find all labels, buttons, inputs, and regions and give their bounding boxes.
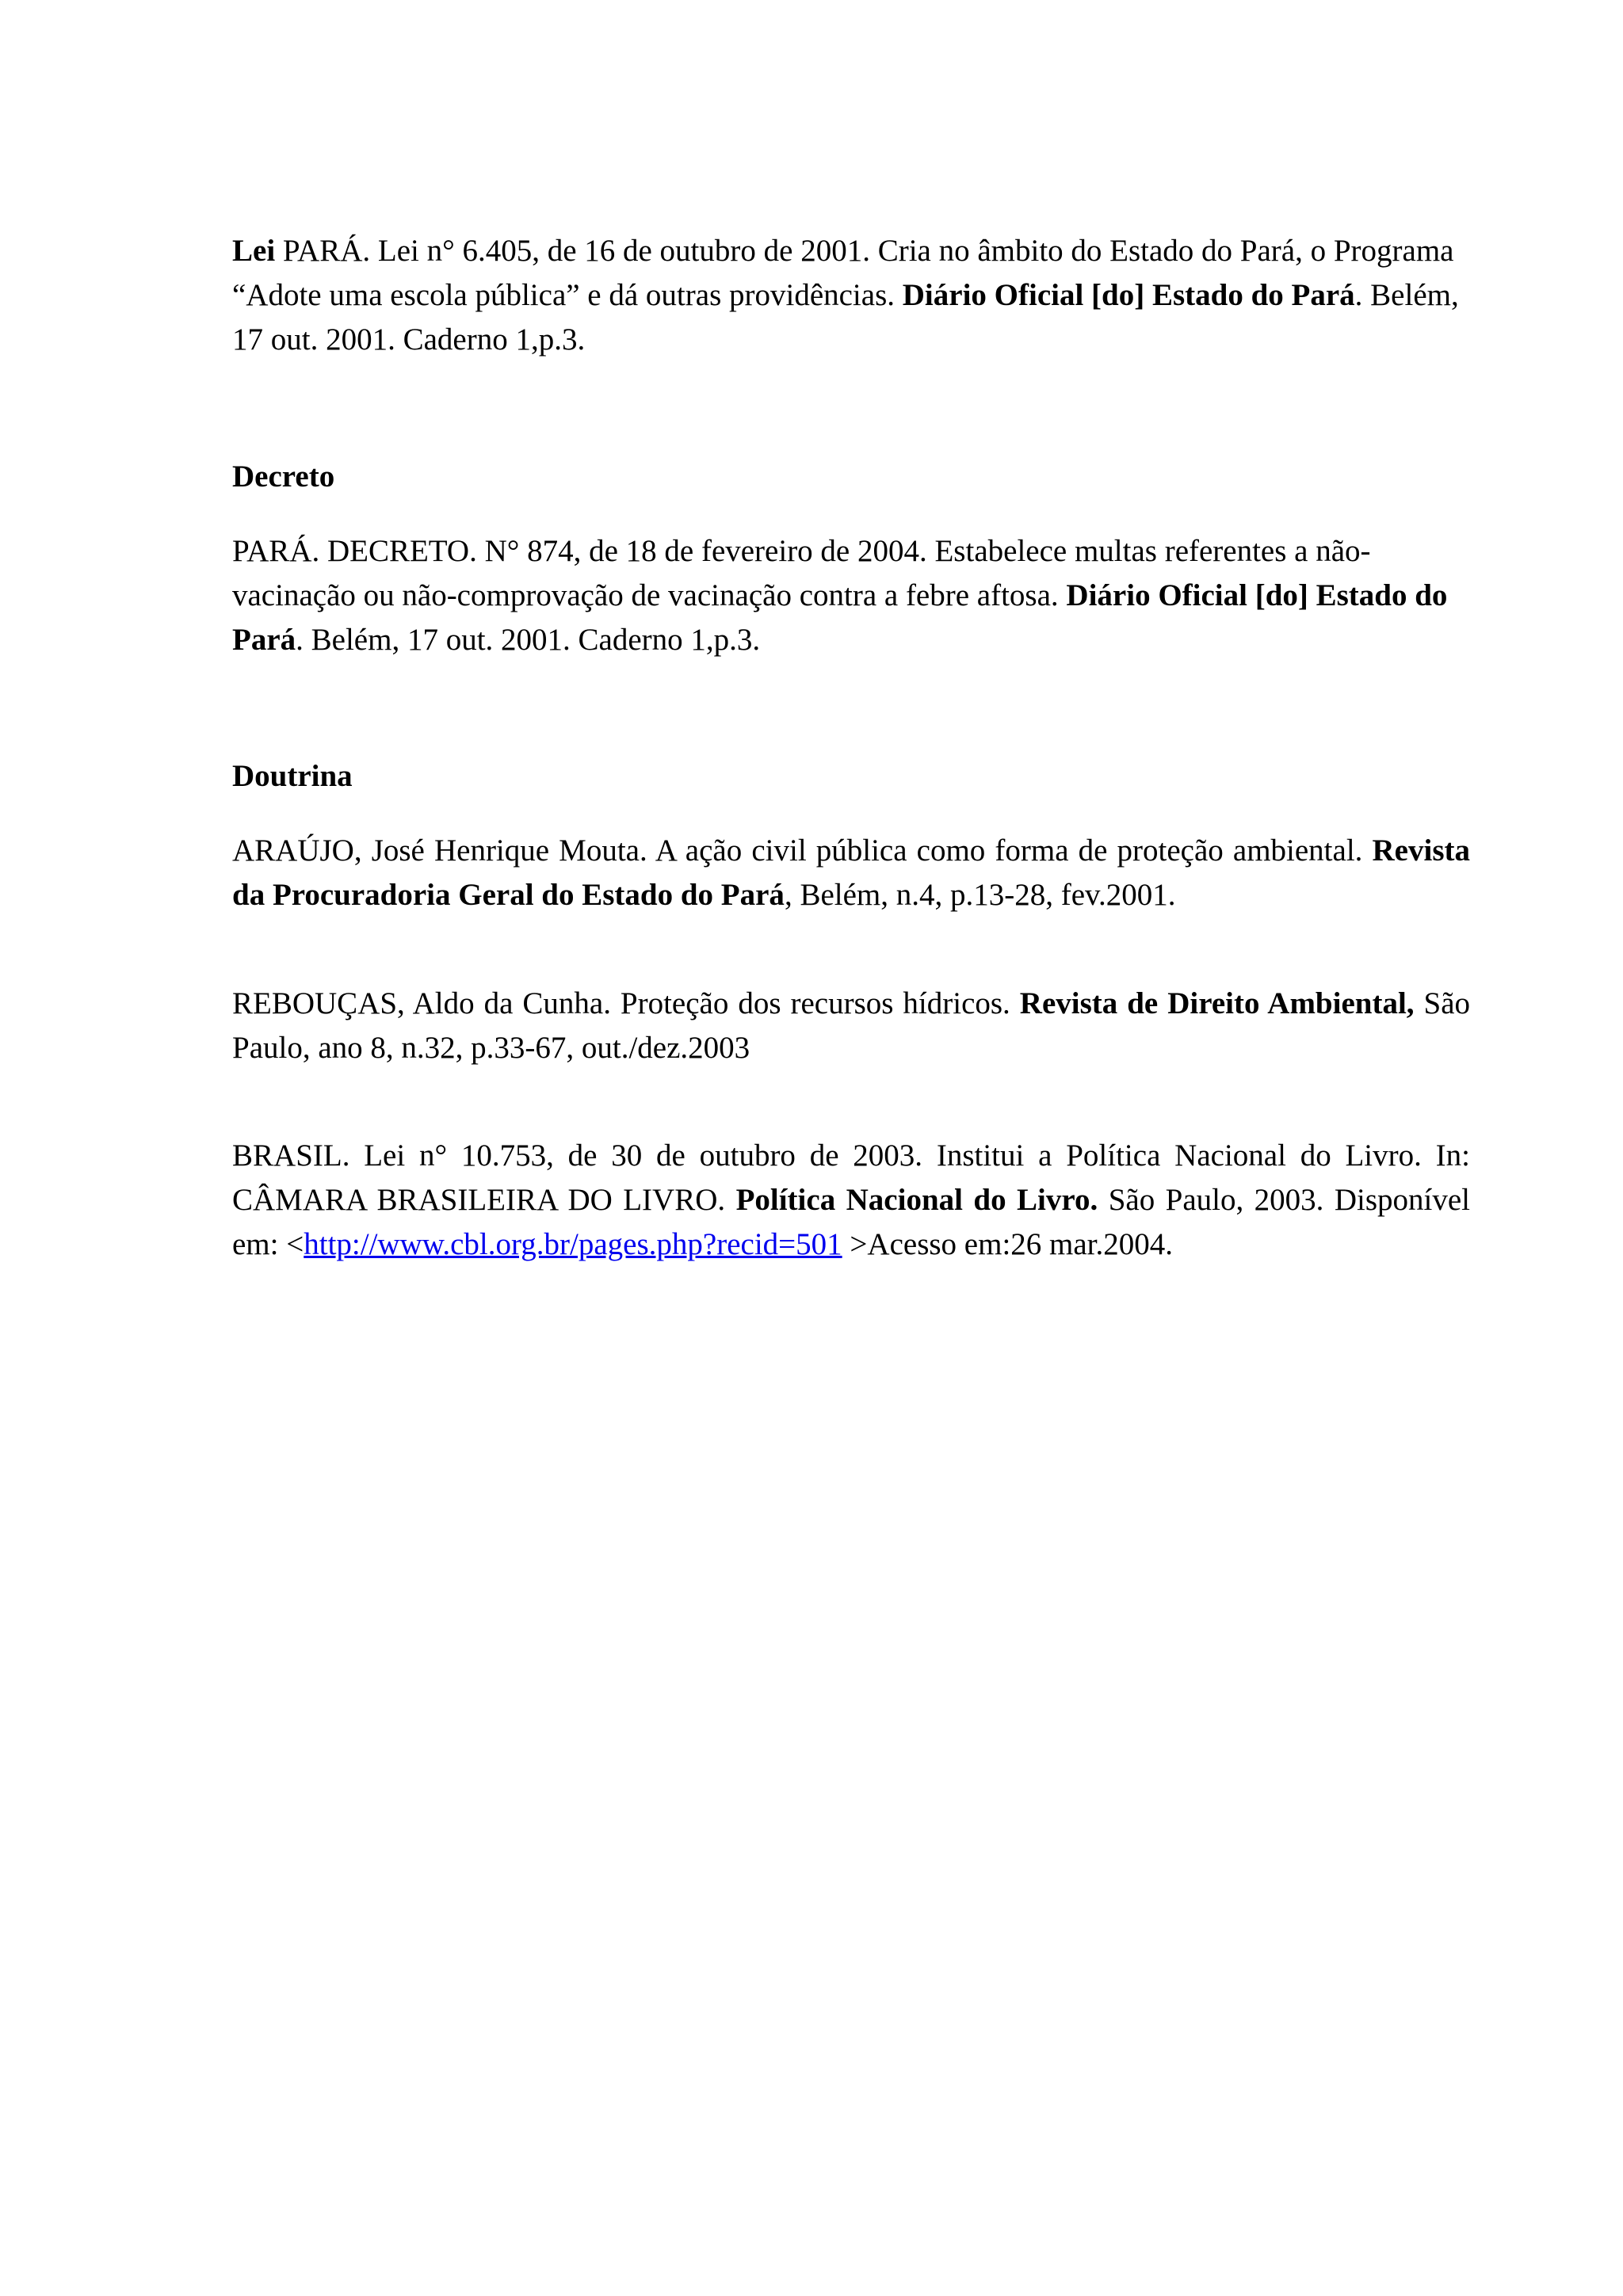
decreto-heading: Decreto: [232, 460, 335, 494]
reboucas-journal-title: Revista de Direito Ambiental,: [1019, 986, 1415, 1020]
brasil-text-2: São Paulo, 2003. Disponível em: <: [232, 1183, 1470, 1261]
cbl-url-link[interactable]: http://www.cbl.org.br/pages.php?recid=501: [304, 1227, 842, 1261]
doutrina-reference-reboucas: [232, 982, 1470, 1070]
lei-reference: [232, 229, 1470, 362]
lei-heading: Lei: [232, 234, 276, 268]
decreto-text-1: PARÁ. DECRETO. N° 874, de 18 de fevereiro de 2004. Estabelece multas referentes a não-vacinação ou não-comprovação de vacinação contra a febre aftosa.: [232, 534, 1371, 612]
doutrina-reference-araujo: [232, 829, 1470, 917]
brasil-text-3: >Acesso em:26 mar.2004.: [842, 1227, 1174, 1261]
doutrina-reference-brasil: [232, 1134, 1470, 1267]
doutrina-heading: Doutrina: [232, 759, 353, 793]
araujo-text-1: ARAÚJO, José Henrique Mouta. A ação civil pública como forma de proteção ambiental.: [232, 833, 1373, 868]
araujo-text-2: , Belém, n.4, p.13-28, fev.2001.: [784, 878, 1176, 912]
decreto-text-2: . Belém, 17 out. 2001. Caderno 1,p.3.: [296, 623, 761, 657]
lei-journal-title: Diário Oficial [do] Estado do Pará: [902, 278, 1355, 312]
decreto-reference: [232, 529, 1470, 662]
brasil-text-1: BRASIL. Lei n° 10.753, de 30 de outubro de 2003. Institui a Política Nacional do Livro. In: CÂMARA BRASILEIRA DO LIVRO.: [232, 1138, 1470, 1217]
reboucas-text-2: São Paulo, ano 8, n.32, p.33-67, out./dez.2003: [232, 986, 1471, 1065]
lei-text-1: PARÁ. Lei n° 6.405, de 16 de outubro de 2001. Cria no âmbito do Estado do Pará, o Programa “Adote uma escola pública” e dá outras providências.: [232, 234, 1454, 312]
brasil-book-title: Política Nacional do Livro.: [735, 1183, 1098, 1217]
reboucas-text-1: REBOUÇAS, Aldo da Cunha. Proteção dos recursos hídricos.: [232, 986, 1020, 1020]
decreto-journal-title: Diário Oficial [do] Estado do Pará: [232, 578, 1448, 657]
araujo-journal-title: Revista da Procuradoria Geral do Estado do Pará: [232, 833, 1470, 912]
lei-text-2: . Belém, 17 out. 2001. Caderno 1,p.3.: [232, 278, 1459, 357]
